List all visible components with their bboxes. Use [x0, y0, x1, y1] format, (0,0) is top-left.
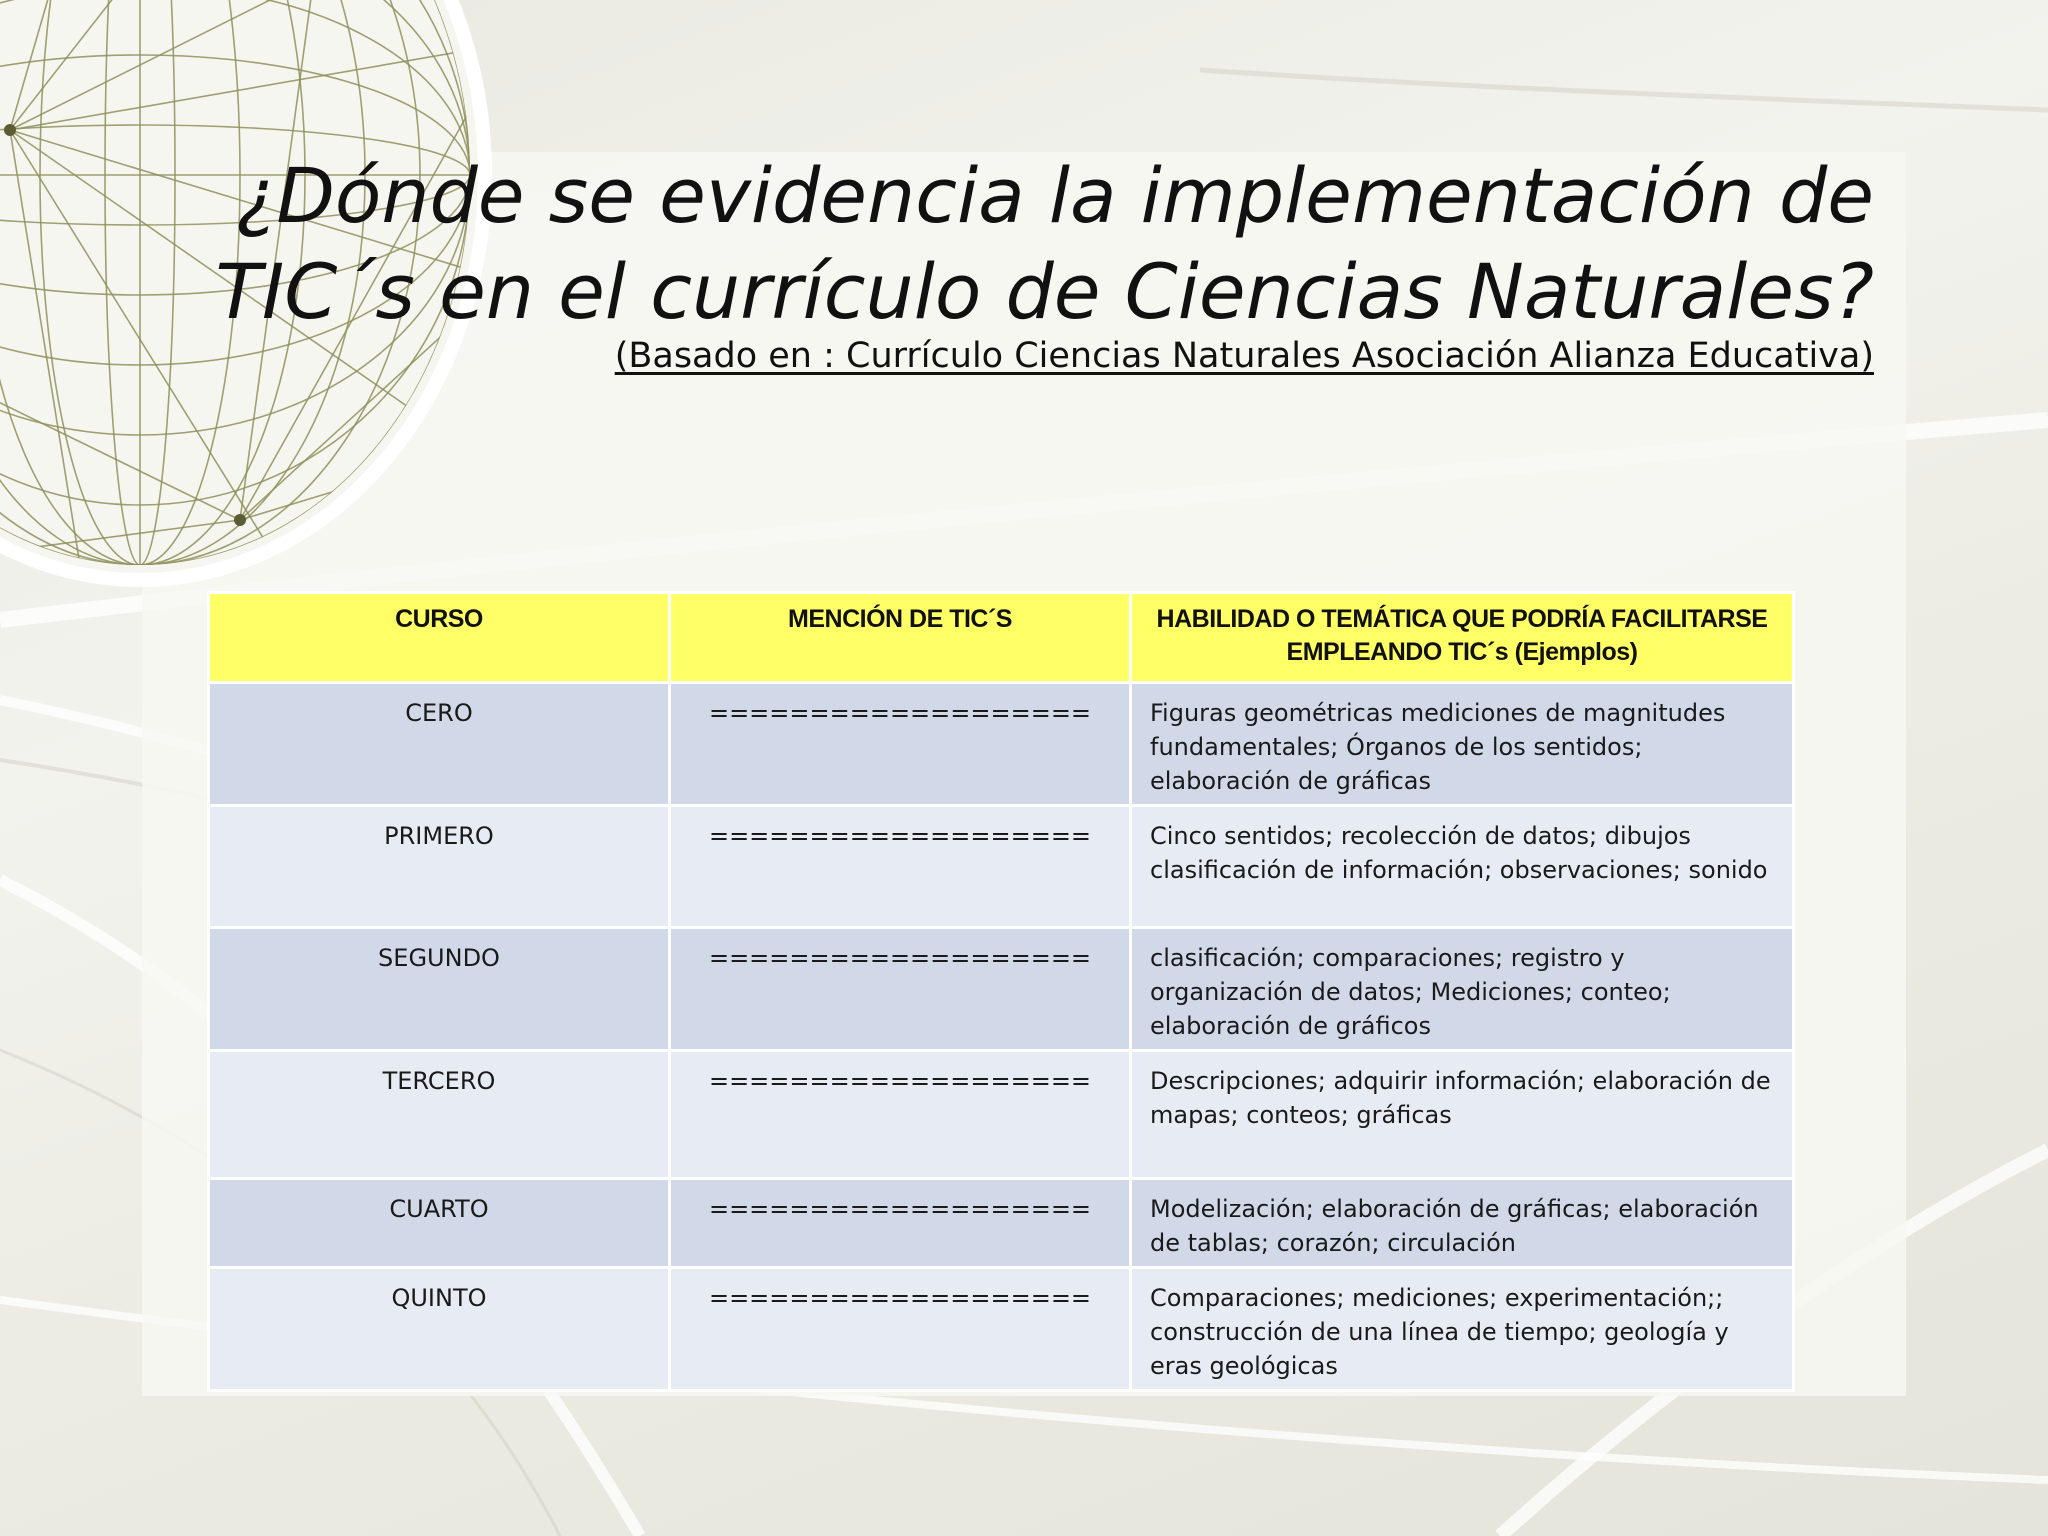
cell-curso: QUINTO	[209, 1268, 670, 1391]
table-row	[209, 683, 1794, 806]
table-row	[209, 1051, 1794, 1179]
header-mencion-tics: MENCIÓN DE TIC´S	[670, 593, 1131, 683]
table-header-row	[209, 593, 1794, 683]
cell-mencion: ===================	[670, 1051, 1131, 1179]
cell-curso: CERO	[209, 683, 670, 806]
cell-habilidad: clasificación; comparaciones; registro y organización de datos; Mediciones; conteo; elaboración de gráficos	[1131, 928, 1794, 1051]
cell-mencion: ===================	[670, 1268, 1131, 1391]
title-line-2-text: TIC´s en el currículo de Ciencias Naturales?	[215, 247, 1874, 336]
title-line-2	[214, 244, 1874, 340]
cell-curso: SEGUNDO	[209, 928, 670, 1051]
cell-mencion: ===================	[670, 806, 1131, 928]
table-row	[209, 1268, 1794, 1391]
cell-habilidad: Comparaciones; mediciones; experimentación;; construcción de una línea de tiempo; geología y eras geológicas	[1131, 1268, 1794, 1391]
header-habilidad: HABILIDAD O TEMÁTICA QUE PODRÍA FACILITARSE EMPLEANDO TIC´s (Ejemplos)	[1131, 593, 1794, 683]
slide-title	[214, 148, 1874, 340]
cell-mencion: ===================	[670, 1179, 1131, 1268]
table-row	[209, 928, 1794, 1051]
cell-mencion: ===================	[670, 928, 1131, 1051]
table-row	[209, 1179, 1794, 1268]
tic-curriculum-table	[207, 591, 1795, 1392]
table-row	[209, 806, 1794, 928]
cell-habilidad: Figuras geométricas mediciones de magnitudes fundamentales; Órganos de los sentidos; elaboración de gráficas	[1131, 683, 1794, 806]
cell-mencion: ===================	[670, 683, 1131, 806]
title-line-1: ¿Dónde se evidencia la implementación de	[235, 151, 1874, 240]
header-curso: CURSO	[209, 593, 670, 683]
cell-habilidad: Modelización; elaboración de gráficas; elaboración de tablas; corazón; circulación	[1131, 1179, 1794, 1268]
cell-curso: TERCERO	[209, 1051, 670, 1179]
cell-habilidad: Descripciones; adquirir información; elaboración de mapas; conteos; gráficas	[1131, 1051, 1794, 1179]
globe-node	[234, 514, 246, 526]
cell-curso: CUARTO	[209, 1179, 670, 1268]
cell-curso: PRIMERO	[209, 806, 670, 928]
globe-node	[4, 124, 16, 136]
slide-subtitle: (Basado en : Currículo Ciencias Naturales Asociación Alianza Educativa)	[614, 336, 1874, 376]
cell-habilidad: Cinco sentidos; recolección de datos; dibujos clasificación de información; observaciones; sonido	[1131, 806, 1794, 928]
